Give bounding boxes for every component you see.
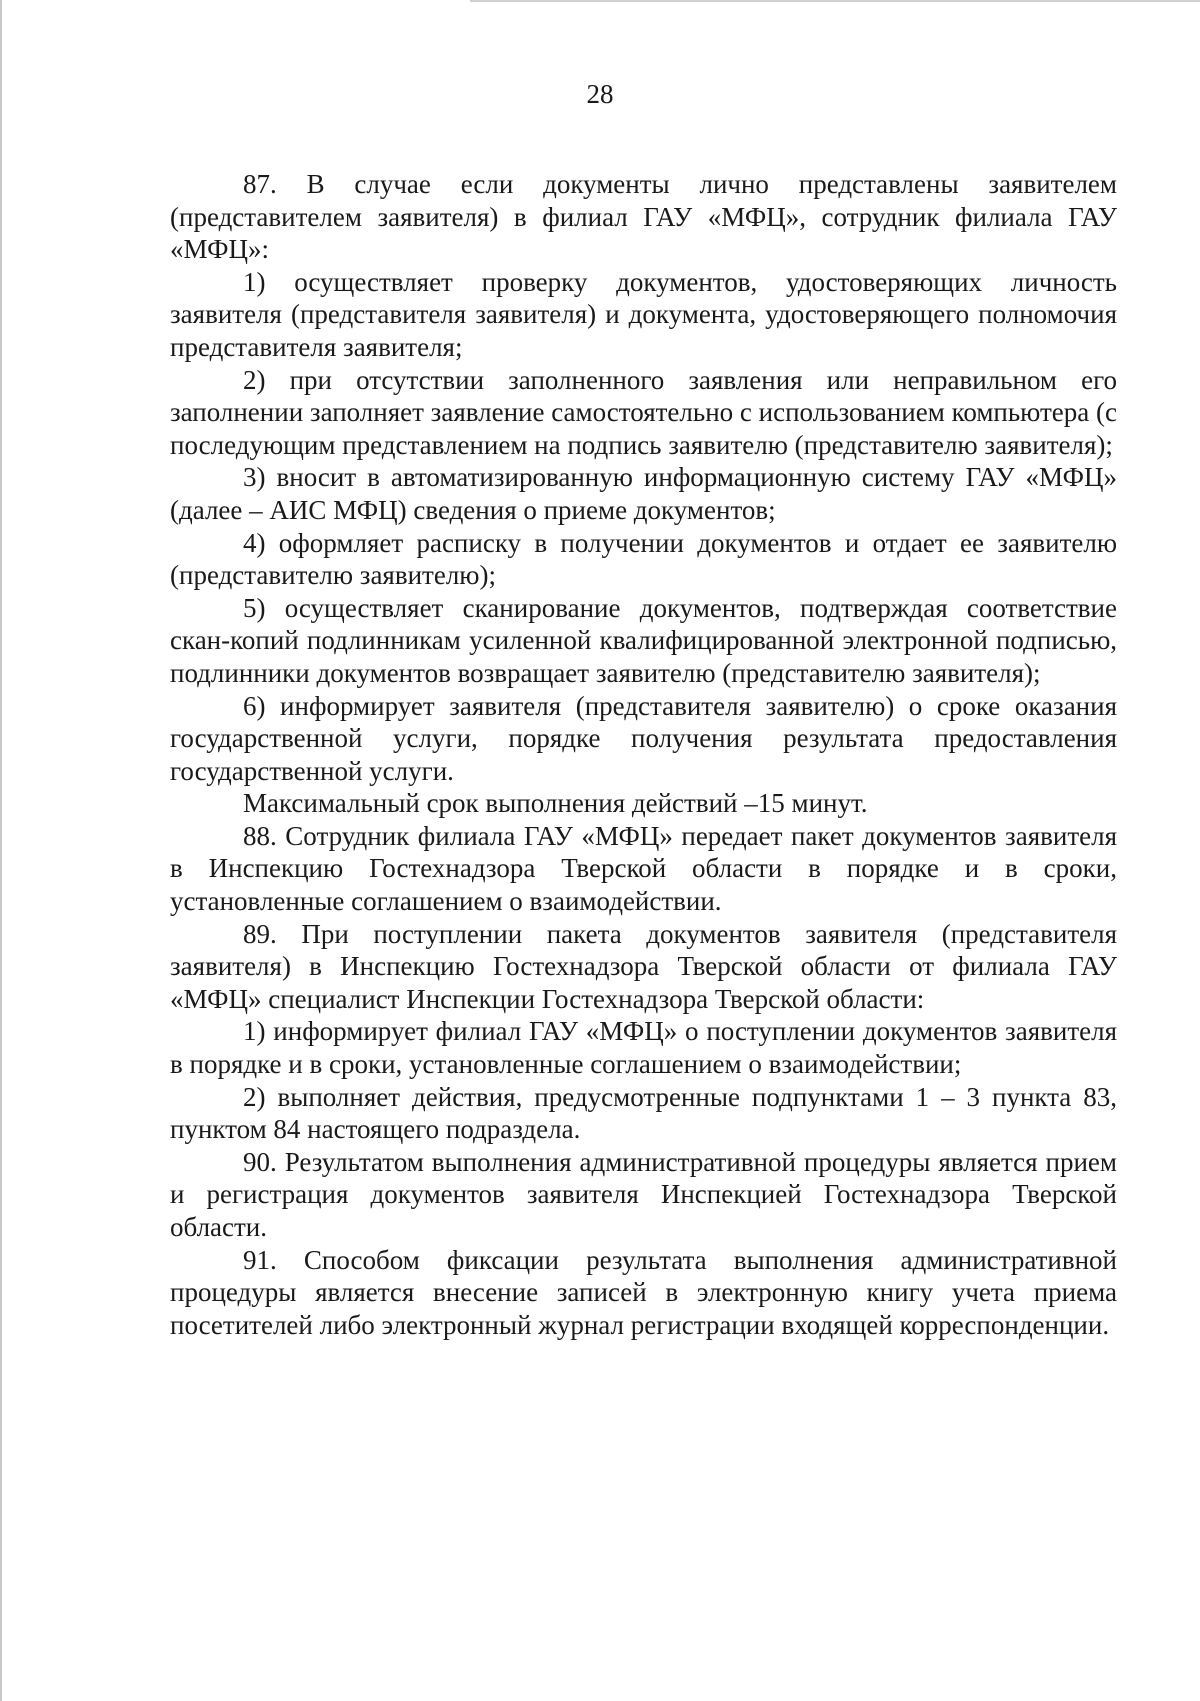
paragraph-87-item-6: 6) информирует заявителя (представителя заявителю) о сроке оказания государственной услуги, порядке получения результата предоставления государственной услуги. [170, 690, 1117, 786]
paragraph-87-item-2: 2) при отсутствии заполненного заявления или неправильном его заполнении заполняет заявление самостоятельно с использованием компьютера (с последующим представлением на подпись заявителю (представителю заявителя); [170, 364, 1117, 460]
scan-edge-left [0, 0, 2, 1701]
paragraph-91: 91. Способом фиксации результата выполнения административной процедуры является внесение записей в электронную книгу учета приема посетителей либо электронный журнал регистрации входящей корреспонденции. [170, 1244, 1117, 1340]
paragraph-87-item-4: 4) оформляет расписку в получении документов и отдает ее заявителю (представителю заявителю); [170, 527, 1117, 591]
paragraph-87-item-5: 5) осуществляет сканирование документов, подтверждая соответствие скан-копий подлинникам усиленной квалифицированной электронной подписью, подлинники документов возвращает заявителю (представителю заявителя); [170, 592, 1117, 688]
paragraph-87-item-3: 3) вносит в автоматизированную информационную систему ГАУ «МФЦ» (далее – АИС МФЦ) сведения о приеме документов; [170, 462, 1117, 525]
paragraph-90: 90. Результатом выполнения административной процедуры является прием и регистрация документов заявителя Инспекцией Гостехнадзора Тверской области. [170, 1146, 1117, 1242]
page-number: 28 [586, 79, 614, 109]
paragraph-89: 89. При поступлении пакета документов заявителя (представителя заявителя) в Инспекцию Гостехнадзора Тверской области от филиала ГАУ «МФЦ» специалист Инспекции Гостехнадзора Тверской области: [170, 918, 1117, 1014]
paragraph-87: 87. В случае если документы лично представлены заявителем (представителем заявителя) в филиал ГАУ «МФЦ», сотрудник филиала ГАУ «МФЦ»: [170, 169, 1117, 265]
paragraph-89-item-1: 1) информирует филиал ГАУ «МФЦ» о поступлении документов заявителя в порядке и в сроки, установленные соглашением о взаимодействии; [170, 1016, 1117, 1080]
paragraph-88: 88. Сотрудник филиала ГАУ «МФЦ» передает пакет документов заявителя в Инспекцию Гостехнадзора Тверской области в порядке и в сроки, установленные соглашением о взаимодействии. [170, 820, 1117, 917]
document-body [170, 168, 1117, 1341]
paragraph-89-item-2: 2) выполняет действия, предусмотренные подпунктами 1 – 3 пункта 83, пунктом 84 настоящего подраздела. [170, 1081, 1117, 1145]
scan-edge-top [470, 0, 1200, 2]
paragraph-max-time: Максимальный срок выполнения действий –15 минут. [243, 788, 868, 819]
paragraph-87-item-1: 1) осуществляет проверку документов, удостоверяющих личность заявителя (представителя заявителя) и документа, удостоверяющего полномочия представителя заявителя; [170, 266, 1117, 362]
